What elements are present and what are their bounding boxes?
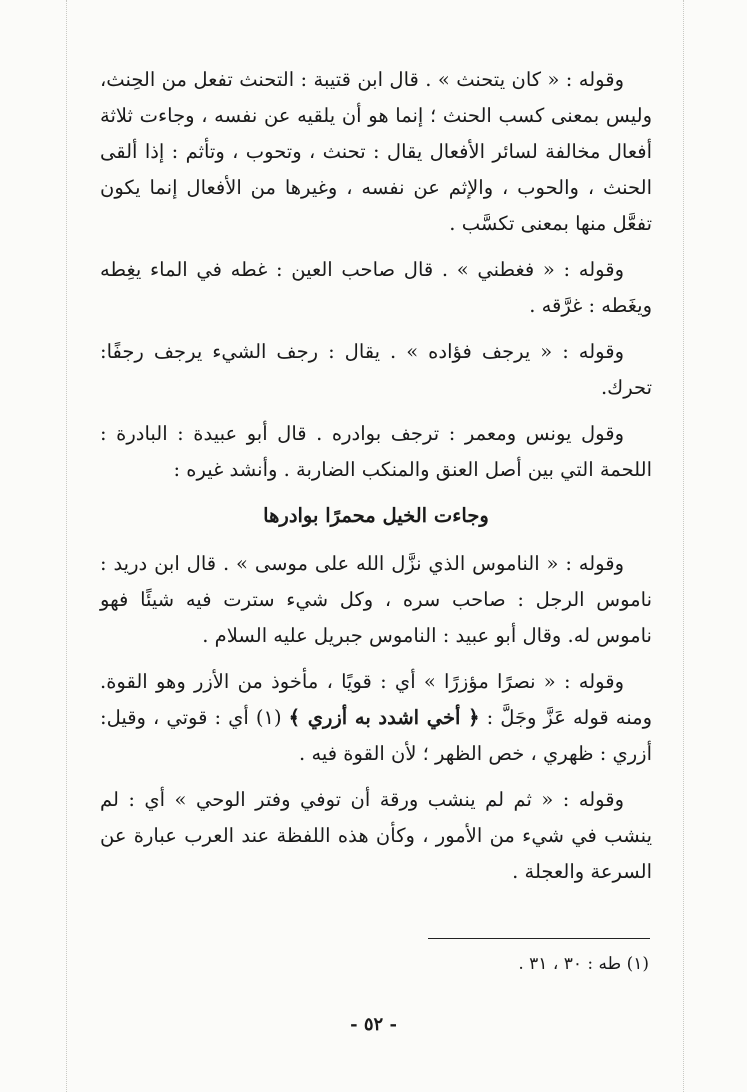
quran-intro: ومنه قوله عَزَّ وجَلَّ : (479, 706, 653, 729)
quran-explanation: أي : قوتي ، وقيل: أزري : ظهري ، خص الظهر ؛ لأن القوة فيه . (100, 706, 652, 765)
page-number: - ٥٢ - (350, 1014, 397, 1035)
paragraph-nasr (100, 664, 652, 772)
paragraph-tahannuth: وقوله : « كان يتحنث » . قال ابن قتيبة : التحنث تفعل من الحِنث، وليس بمعنى كسب الحنث ؛ إنما هو أن يلقيه عن نفسه ، وجاءت ثلاثة أفعال مخالفة لسائر الأفعال يقال : تحنث ، وتحوب ، وتأثم : إذا ألقى الحنث ، والحوب ، والإثم عن نفسه ، وغيرها من الأفعال إنما يكون تفعَّل منها بمعنى تكسَّب . (100, 68, 652, 235)
paragraph-yanshab: وقوله : « ثم لم ينشب ورقة أن توفي وفتر الوحي » أي : لم ينشب في شيء من الأمور ، وكأن هذه اللفظة عند العرب عبارة عن السرعة والعجلة . (100, 788, 652, 883)
main-text (100, 62, 652, 900)
left-margin-line (66, 0, 67, 1092)
paragraph-bawadir: وقول يونس ومعمر : ترجف بوادره . قال أبو عبيدة : البادرة : اللحمة التي بين أصل العنق والمنكب الضاربة . وأنشد غيره : (100, 422, 652, 481)
paragraph-namus: وقوله : « الناموس الذي نزَّل الله على موسى » . قال ابن دريد : ناموس الرجل : صاحب سره ، وكل شيء سترت فيه شيئًا فهو ناموس له. وقال أبو عبيد : الناموس جبريل عليه السلام . (100, 552, 652, 647)
footnote-divider (428, 938, 650, 939)
quran-verse: ﴿ أخي اشدد به أزري ﴾ (288, 706, 480, 729)
footnote-reference: (١) (248, 706, 289, 729)
nasr-text: وقوله : « نصرًا مؤزرًا » أي : قويًا ، مأخوذ من الأزر وهو القوة. (100, 670, 624, 693)
paragraph-yarjuf: وقوله : « يرجف فؤاده » . يقال : رجف الشيء يرجف رجفًا: تحرك. (100, 340, 652, 399)
footnote: (١) طه : ٣٠ ، ٣١ . (518, 954, 649, 974)
right-margin-line (683, 0, 684, 1092)
poetry-verse: وجاءت الخيل محمرًا بوادرها (263, 504, 489, 527)
paragraph-ghattani: وقوله : « فغطني » . قال صاحب العين : غطه في الماء يغِطه ويغَطه : غرَّقه . (100, 258, 652, 317)
